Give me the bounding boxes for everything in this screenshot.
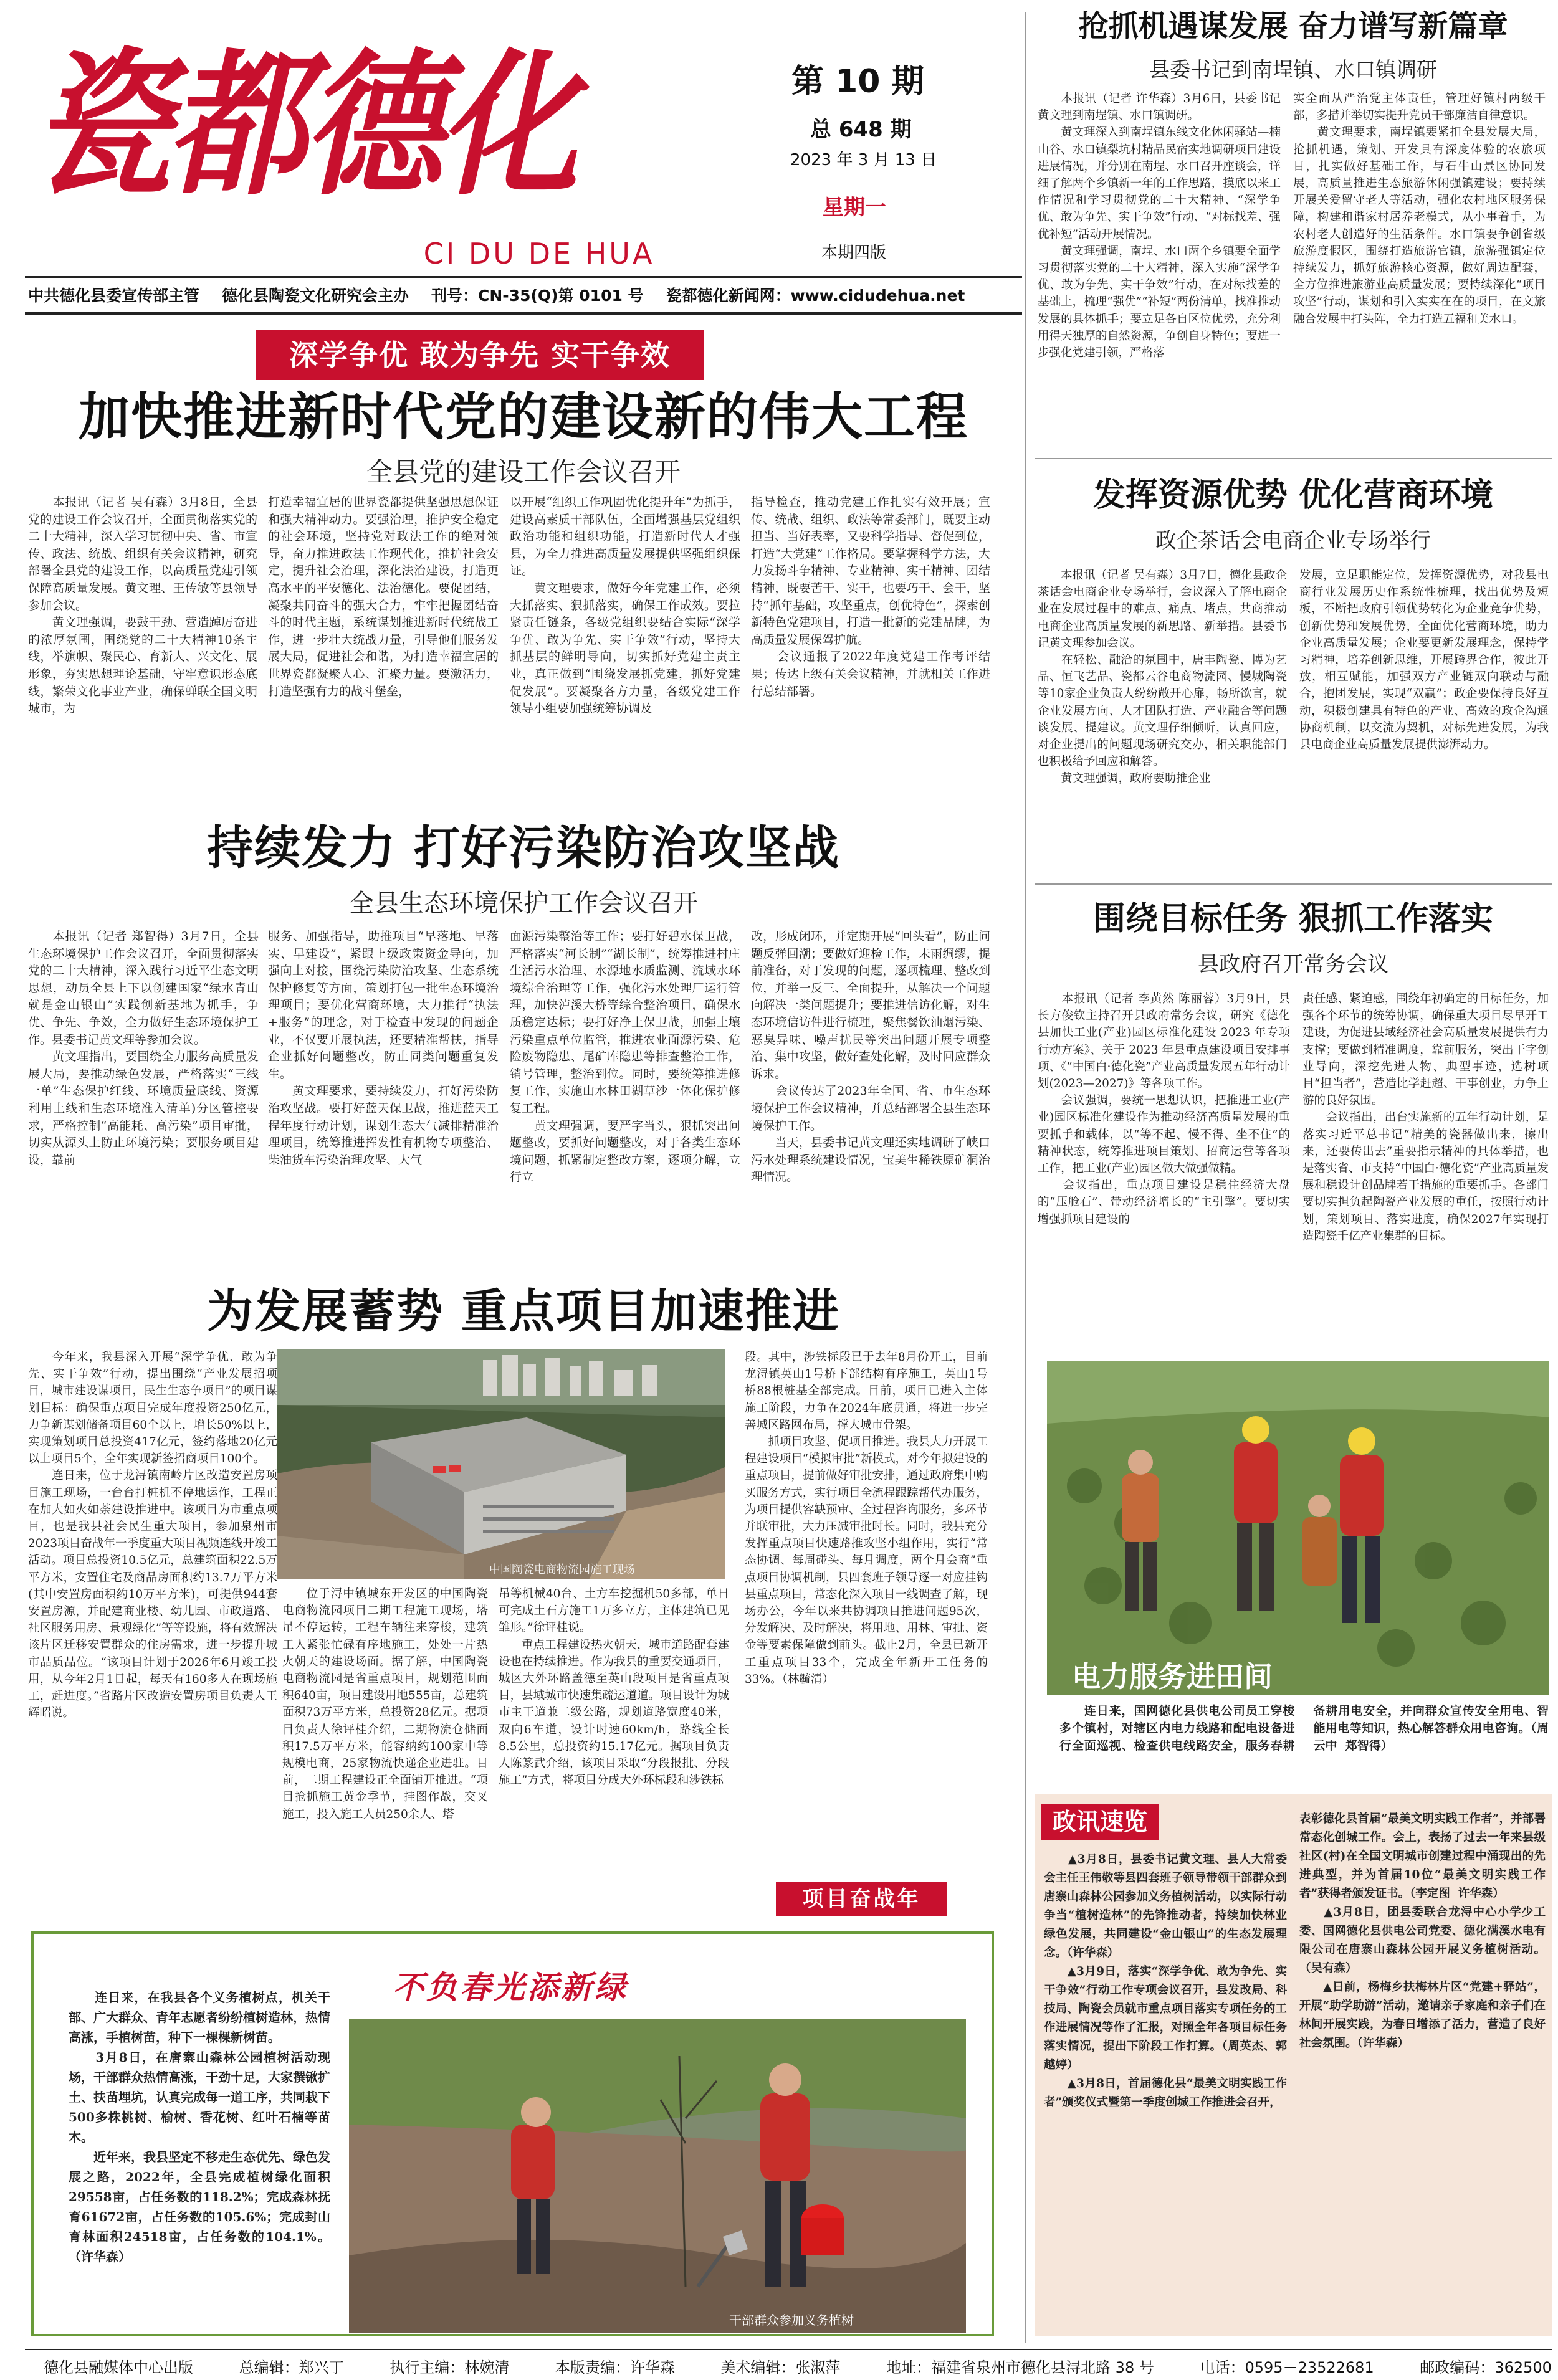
footer-art-editor: 美术编辑：张淑萍 bbox=[720, 2359, 841, 2376]
footer-address: 地址：福建省泉州市德化县浔北路 38 号 bbox=[886, 2359, 1154, 2376]
masthead-rule-bottom bbox=[25, 312, 1022, 315]
pollution-col-4: 改，形成闭环，并定期开展“回头看”，防止问题反弹回潮；要做好迎检工作，未雨绸缪，提前准备，对于发现的问题，逐项梳理、整改到位，并举一反三、全面提升，从解决一个问题向解决一类问题提升；要推进信访化解，对生态环境信访件进行梳理，聚焦餐饮油烟污染、恶臭异味、噪声扰民等突出问题开展专项整治、集中攻坚，做好查处化解，及时回应群众诉求。 会议传达了2023年全国、省、市生态环境保护工作会议精神，并总结部署全县生态环境保护工作。 当天，县委书记黄文理还实地调研了峡口污水处理系统建设情况，宝美生稀铁原矿洞治理情况。 bbox=[751, 930, 990, 1184]
sponsor-1: 中共德化县委宣传部主管 bbox=[28, 287, 200, 305]
biz-subtitle: 政企茶话会电商企业专场举行 bbox=[1155, 528, 1431, 553]
top-right-col-2: 实全面从严治党主体责任，管理好镇村两级干部，多措并举切实提升党员干部廉洁自律意识。 黄文理要求，南埕镇要紧扣全县发展大局，抢抓机遇，策划、开发具有深度体验的农旅项目，扎实做好基础工作，与石牛山景区协同发展，高质量推进生态旅游休闲强镇建设；要持续开展关爱留守老人等活动，强化农村地区服务保障，构建和谐家村居养老模式，从小事着手，为农村老人创造好的生活条件。水口镇要争创省级旅游度假区，围绕打造旅游官镇，旅游强镇定位持续发力，抓好旅游核心资源，做好周边配套，全方位推进旅游业高质量发展；要持续深化“项目攻坚”行动，谋划和引入实实在在的项目，在文旅融合发展中打头阵，全力打造五福和美水口。 bbox=[1293, 92, 1546, 326]
lead-col-4: 指导检查，推动党建工作扎实有效开展；宣传、统战、组织、政法等常委部门，既要主动担当、当好表率，又要科学指导、督促到位，打造“大党建”工作格局。要掌握科学方法，大力发扬斗争精神、专业精神、实干精神、团结精神，既要苦干、实干，也要巧干、会干，坚持“抓年基础，攻坚重点，创优特色”，探索创新特色党建项目，打造一批新的党建品牌，为高质量发展保驾护航。 会议通报了2022年度党建工作考评结果；传达上级有关会议精神，并就相关工作进行总结部署。 bbox=[751, 495, 990, 698]
power-text: 连日来，国网德化县供电公司员工穿梭多个镇村，对辖区内电力线路和配电设备进行全面巡视、检查供电线路安全，服务春耕备耕用电安全，并向群众宣传安全用电、智能用电等知识，热心解答群众用电咨询。（周云中 郑智得） bbox=[1059, 1704, 1549, 1753]
tree-planting-image bbox=[349, 2019, 966, 2333]
projects-photo-caption: 中国陶瓷电商物流园施工现场 bbox=[489, 1563, 635, 1576]
banner-text: 深学争优 敢为争先 实干争效 bbox=[289, 338, 671, 372]
biz-title: 发挥资源优势 优化营商环境 bbox=[1092, 477, 1494, 514]
construction-site-image bbox=[277, 1349, 725, 1579]
projects-col-3: 吊等机械40台、土方车挖掘机50多部，单日可完成土石方施工1万多立方，主体建筑已见雏形。”徐评桂说。 重点工程建设热火朝天，城市道路配套建设也在持续推进。作为我县的重要交通项目，城区大外环路盖德至英山段项目是省重点项目，县域城市快速集疏运道道。项目设计为城市主干道兼二级公路，规划道路宽度40米，双向6车道，设计时速60km/h，路线全长8.5公里，总投资约15.17亿元。据项目负责人陈篆武介绍，该项目采取“分段报批、分段施工”方式，将项目分成大外环标段和涉铁标 bbox=[499, 1587, 729, 1787]
news-title: 政讯速览 bbox=[1052, 1808, 1147, 1835]
spring-title: 不负春光添新绿 bbox=[393, 1969, 628, 2006]
projects-col-4: 段。其中，涉铁标段已于去年8月份开工，目前龙浔镇英山1号桥下部结构有序施工，英山1号桥88根桩基全部完成。目前，项目已进入主体施工阶段，力争在2024年底贯通，将进一步完善城区路网布局，撑大城市骨架。 抓项目攻坚、促项目推进。我县大力开展工程建设项目“模拟审批”新模式，对今年拟建设的重点项目，提前做好审批安排，通过政府集中购买服务方式，实行项目全流程跟踪帮代办服务，为项目提供容缺预审、全过程咨询服务，多环节并联审批，大力压减审批时长。同时，我县充分发挥重点项目快速路推攻坚小组作用，实行“常态协调、每周碰头、每月调度，两个月会商”重点项目协调机制，县四套班子领导逐一对应挂钩县重点项目，常态化深入项目一线调查了解，现场办公，今年以来共协调项目推进问题95次，分发解决、及时解决，将用地、用林、审批、资金等要素保障做到前头。截止2月，全县已新开工重点项目33个，完成全年新开工任务的33%。（林毓清） bbox=[745, 1351, 988, 1686]
lead-title: 加快推进新时代党的建设新的伟大工程 bbox=[78, 388, 968, 447]
total-issue: 总 648 期 bbox=[810, 117, 912, 142]
page-count: 本期四版 bbox=[821, 244, 887, 262]
footer-postcode: 邮政编码：362500 bbox=[1420, 2359, 1552, 2376]
top-right-title: 抢抓机遇谋发展 奋力谱写新篇章 bbox=[1078, 9, 1508, 44]
power-photo bbox=[1047, 1361, 1549, 1695]
masthead-rule-top bbox=[25, 276, 1022, 278]
field-power-service-image bbox=[1047, 1361, 1549, 1695]
website[interactable]: 瓷都德化新闻网：www.cidudehua.net bbox=[666, 287, 965, 305]
pollution-subtitle: 全县生态环境保护工作会议召开 bbox=[349, 889, 698, 918]
rule-biz bbox=[1035, 458, 1552, 459]
footer-exec-editor: 执行主编：林婉清 bbox=[390, 2359, 510, 2376]
footer-publisher: 德化县融媒体中心出版 bbox=[44, 2359, 193, 2376]
pollution-col-1: 本报讯（记者 郑智得）3月7日，全县生态环境保护工作会议召开，全面贯彻落实党的二十大精神，深入践行习近平生态文明思想，动员全县上下以创建国家“绿水青山就是金山银山”实践创新基地为抓手，争优、争先、争效，全力做好生态环境保护工作。县委书记黄文理等参加会议。 黄文理指出，要围绕全力服务高质量发展大局，要推动绿色发展，严格落实“三线一单”生态保护红线、环境质量底线、资源利用上线和生态环境准入清单)分区管控要求，严格控制“高能耗、高污染”项目审批，切实从源头上防止环境污染；要服务项目建设，靠前 bbox=[28, 930, 259, 1167]
projects-col-1: 今年来，我县深入开展“深学争优、敢为争先、实干争效”行动，提出围绕“产业发展招项目，城市建设谋项目，民生生态争项目”的项目谋划目标：确保重点项目完成年度投资250亿元，力争新谋划储备项目60个以上，增长50%以上，实现策划项目总投资417亿元，签约落地20亿元以上项目5个，全年实现新签招商项目100个。 连日来，位于龙浔镇南岭片区改造安置房项目施工现场，一台台打桩机不停地运作，工程正在加大如火如荼建设推进中。该项目为市重点项目，也是我县社会民生重大项目，参加泉州市2023项目奋战年一季度重大项目视频连线开竣工活动。项目总投资10.5亿元，总建筑面积22.5万平方米，安置住宅及商品房面积约13.7万平方米(其中安置房面积约10万平方米)，可提供944套安置房源，并配建商业楼、幼儿园、市政道路、社区服务用房、景观绿化”等等设施，将有效解决该片区迁移安置群众的住房需求，进一步提升城市品质品位。“该项目计划于2026年6月竣工投用，从今年2月1日起，每天有160多人在现场施工，赶进度。”省路片区改造安置房项目负责人王辉昭说。 bbox=[28, 1351, 277, 1720]
footer-bar bbox=[44, 2355, 1552, 2376]
footer-chief-editor: 总编辑：郑兴丁 bbox=[239, 2359, 344, 2376]
logo-pinyin: CI DU DE HUA bbox=[423, 237, 655, 270]
footer-page-editor: 本版责编：许华森 bbox=[555, 2359, 675, 2376]
gov-col-1: 本报讯（记者 李黄然 陈丽蓉）3月9日，县长方俊钦主持召开县政府常务会议，研究《德化县加快工业(产业)园区标准化建设 2023 年专项行动方案》、关于 2023 年县重点建设项目安排事项、《“中国白·德化瓷”产业高质量发展五年行动计划(2023—2027)》等各项工作。 会议强调，要统一思想认识，把推进工业(产业)园区标准化建设作为推动经济高质量发展的重要抓手和载体，以“等不起、慢不得、坐不住”的精神状态，统筹推进项目策划、招商运营等各项工作，把工业(产业)园区做大做强做精。 会议指出，重点项目建设是稳住经济大盘的“压舱石”、带动经济增长的“主引擎”。要切实增强抓项目建设的 bbox=[1038, 992, 1290, 1226]
sponsor-2: 德化县陶瓷文化研究会主办 bbox=[222, 287, 409, 305]
projects-title: 为发展蓄势 重点项目加速推进 bbox=[207, 1285, 840, 1338]
right-divider bbox=[1025, 12, 1026, 2343]
spring-text: 连日来，在我县各个义务植树点，机关干部、广大群众、青年志愿者纷纷植树造林，热情高涨，手植树苗，种下一棵棵新树苗。 3月8日，在唐寨山森林公园植树活动现场，干部群众热情高涨，干劲十足，大家撰锹扩土、扶苗埋坑，认真完成每一道工序，共同栽下500多株桃树、榆树、香花树、红叶石楠等苗木。 近年来，我县坚定不移走生态优先、绿色发展之路，2022年，全县完成植树绿化面积29558亩，占任务数的118.2%；完成森林抚育61672亩，占任务数的105.6%；完成封山育林面积24518亩，占任务数的104.1%。（许华森） bbox=[69, 1990, 330, 2264]
lead-col-3: 以开展“组织工作巩固优化提升年”为抓手，建设高素质干部队伍，全面增强基层党组织政治功能和组织功能，打造新时代人才强县，为全力推进高质量发展提供坚强组织保证。 黄文理要求，做好今年党建工作，必须大抓落实、狠抓落实，确保工作成效。要拉紧责任链条，各级党组织要结合实际“深学争优、敢为争先、实干争效”行动，坚持大抓基层的鲜明导向，切实抓好党建主责主业，真正做到“围绕发展抓党建，抓好党建促发展”。要凝聚各方力量，各级党建工作领导小组要加强统筹协调及 bbox=[510, 495, 740, 716]
top-right-subtitle: 县委书记到南埕镇、水口镇调研 bbox=[1149, 57, 1437, 82]
news-col-2: 表彰德化县首届“最美文明实践工作者”，并部署常态化创城工作。会上，表扬了过去一年来县级社区(村)在全国文明城市创建过程中涌现出的先进典型，并为首届10位“最美文明实践工作者”获得者颁发证书。（李定图 许华森） ▲3月8日，团县委联合龙浔中心小学少工委、国网德化县供电公司党委、德化满溪水电有限公司在唐寨山森林公园开展义务植树活动。（吴有森） ▲日前，杨梅乡扶梅林片区“党建+驿站”，开展“助学助游”活动，邀请亲子家庭和亲子们在林间开展实践，为春日增添了活力，营造了良好社会氛围。（许华森） bbox=[1299, 1812, 1546, 2050]
lead-col-1: 本报讯（记者 吴有森）3月8日，全县党的建设工作会议召开，全面贯彻落实党的二十大精神，深入学习贯彻中央、省、市宣传、政法、统战、组织有关会议精神，研究部署全县党的建设工作，以高质量党建引领保障高质量发展。黄文理、王传敏等县领导参加会议。 黄文理强调，要鼓干劲、营造踔厉奋进的浓厚氛围，围绕党的二十大精神10条主线，举旗帜、聚民心、育新人、兴文化、展形象，夯实思想理论基础，守牢意识形态底线，繁荣文化事业产业，确保蝉联全国文明城市，为 bbox=[28, 495, 257, 716]
footer-rule bbox=[25, 2349, 1552, 2350]
rule-gov bbox=[1035, 883, 1552, 885]
power-title: 电力服务进田间 bbox=[1072, 1660, 1273, 1693]
weekday: 星期一 bbox=[823, 195, 886, 220]
news-col-1: ▲3月8日，县委书记黄文理、县人大常委会主任王伟敬等县四套班子领导带领干部群众到唐寨山森林公园参加义务植树活动，以实际行动争当“植树造林”的先锋推动者，持续加快林业绿色发展，共同建设“金山银山”的生态发展理念。（许华森） ▲3月9日，落实“深学争优、敢为争先、实干争效”行动工作专项会议召开，县发改局、科技局、陶瓷会员就市重点项目落实专项任务的工作进展情况等作了汇报，对照全年各项目标任务落实情况，提出下阶段工作打算。（周英杰、郭越婷） ▲3月8日，首届德化县“最美文明实践工作者”颁奖仪式暨第一季度创城工作推进会召开， bbox=[1044, 1853, 1287, 2109]
issue-number: 第 10 期 bbox=[791, 63, 924, 100]
pollution-title: 持续发力 打好污染防治攻坚战 bbox=[207, 821, 840, 875]
gov-col-2: 责任感、紧迫感，围绕年初确定的目标任务，加强各个环节的统筹协调，确保重大项目尽早开工建设，为促进县域经济社会高质量发展提供有力支撑；要做到精准调度，靠前服务，突出干字创业导向，深挖先进人物、典型事迹，选树项目“担当者”，营造比学赶超、干事创业，力争上游的良好氛围。 会议指出，出台实施新的五年行动计划，是落实习近平总书记“精美的瓷器做出来，擦出来，还要传出去”重要指示精神的具体举措，也是落实省、市支持“中国白·德化瓷”产业高质量发展和稳设计创品牌若干措施的重要抓手。各部门要切实担负起陶瓷产业发展的重任，按照行动计划，策划项目、落实进度，确保2027年实现打造陶瓷千亿产业集群的目标。 bbox=[1302, 992, 1549, 1243]
lead-subtitle: 全县党的建设工作会议召开 bbox=[366, 457, 681, 487]
masthead-info-bar bbox=[28, 283, 1022, 306]
masthead-logo bbox=[31, 31, 767, 218]
gov-subtitle: 县政府召开常务会议 bbox=[1198, 952, 1388, 977]
gov-title: 围绕目标任务 狠抓工作落实 bbox=[1092, 900, 1494, 938]
issue-date: 2023 年 3 月 13 日 bbox=[790, 151, 937, 169]
logo-text: 瓷都德化 bbox=[31, 33, 575, 216]
biz-col-1: 本报讯（记者 吴有森）3月7日，德化县政企茶话会电商企业专场举行，会议深入了解电商企业在发展过程中的难点、痛点、堵点，共商推动电商企业高质量发展的新思路、新举措。县委书记黄文理参加会议。 在轻松、融洽的氛围中，唐丰陶瓷、博为艺品、恒飞艺品、瓷都云谷电商物流园、慢城陶瓷等10家企业负责人纷纷敞开心扉，畅所欲言，就企业发展方向、人才团队打造、产业融合等问题谈发展、提建议。黄文理仔细倾听，认真回应，对企业提出的问题现场研究交办，相关职能部门也积极给予回应和解答。 黄文理强调，政府要助推企业 bbox=[1038, 569, 1287, 786]
footer-phone: 电话：0595－23522681 bbox=[1200, 2359, 1374, 2376]
projects-col-2: 位于浔中镇城东开发区的中国陶瓷电商物流园项目二期工程施工现场，塔吊不停运转，工程车辆往来穿梭，建筑工人紧张忙碌有序地施工，处处一片热火朝天的建设场面。据了解，中国陶瓷电商物流园是省重点项目，规划范围面积640亩，项目建设用地555亩，总建筑面积73万平方米，总投资28亿元。据项目负责人徐评桂介绍，二期物流仓储面积17.5万平方米，能容纳约100家中等规模电商，25家物流快递企业进驻。目前，二期工程建设正全面铺开推进。“项目抢抓施工黄金季节，挂图作战，交叉施工，投入施工人员250余人、塔 bbox=[282, 1587, 488, 1821]
banner bbox=[256, 330, 704, 380]
badge-text: 项目奋战年 bbox=[802, 1887, 921, 1911]
pollution-col-2: 服务、加强指导，助推项目“早落地、早落实、早建设”，紧跟上级政策资金导向，加强向上对接，围绕污染防治攻坚、生态系统保护修复等方面，策划打包一批生态环境治理项目；要优化营商环境，大力推行“执法+服务”的理念，对于检查中发现的问题企业，不仅要开展执法，还要精准帮扶，指导企业抓好问题整改，防止同类问题重复发生。 黄文理要求，要持续发力，打好污染防治攻坚战。要打好蓝天保卫战，推进蓝天工程年度行动计划，谋划生态大气减排精准治理项目，统筹推进挥发性有机物专项整治、柴油货车污染治理攻坚、大气 bbox=[268, 930, 499, 1167]
project-year-badge bbox=[776, 1882, 947, 1916]
issn: 刊号：CN-35(Q)第 0101 号 bbox=[431, 287, 644, 305]
top-right-col-1: 本报讯（记者 许华森）3月6日，县委书记黄文理到南埕镇、水口镇调研。 黄文理深入到南埕镇东线文化休闲驿站—楠山谷、水口镇梨坑村精品民宿实地调研项目建设进展情况，并分别在南埕、水口召开座谈会，详细了解两个乡镇新一年的工作思路，摸底以来工作情况和学习贯彻党的二十大精神、“深学争优、敢为争先、实干争效”行动、“对标找差、强优补短”活动开展情况。 黄文理强调，南埕、水口两个乡镇要全面学习贯彻落实党的二十大精神，深入实施“深学争优、敢为争先、实干争效”行动，在对标找差的基础上，梳理“强优”“补短”两份清单，找准推动发展的具体抓手；要立足各自区位优势，充分利用得天独厚的自然资源，争创自身特色；要进一步强化党建引领，严格落 bbox=[1038, 92, 1281, 360]
spring-photo-caption: 干部群众参加义务植树 bbox=[729, 2313, 854, 2328]
news-title-tag bbox=[1041, 1804, 1159, 1840]
projects-photo bbox=[277, 1349, 725, 1579]
lead-col-2: 打造幸福宜居的世界瓷都提供坚强思想保证和强大精神动力。要强治理，推护安全稳定的社会环境，坚持党对政法工作的绝对领导，奋力推进政法工作现代化，推护社会安定，提升社会治理，深化法治建设，打造更高水平的平安德化、法治德化。要促团结，凝聚共同奋斗的强大合力，牢牢把握团结奋斗的时代主题，系统谋划推进新时代统战工作，进一步壮大统战力量，引导他们服务发展大局，促进社会和谐，为打造幸福宜居的世界瓷都凝聚人心、汇聚力量。要激活力，打造坚强有力的战斗堡垒， bbox=[268, 495, 499, 698]
biz-col-2: 发展，立足职能定位，发挥资源优势，对我县电商行业发展历史作系统性梳理，找出优势及短板，不断把政府引领优势转化为企业竞争优势，创新优势和发展优势，全面优化营商环境，助力企业高质量发展；企业要更新发展理念，保持学习精神，培养创新思维，开展跨界合作，彼此开放，相互赋能，加强双方产业链双向联动与融合，抱团发展，实现“双赢”；政企要保持良好互动，积极创建具有特色的产业、高效的政企沟通协商机制，以交流为契机，对标先进发展，为我县电商企业高质量发展提供澎湃动力。 bbox=[1299, 569, 1549, 752]
spring-photo bbox=[349, 2019, 966, 2333]
pollution-col-3: 面源污染整治等工作；要打好碧水保卫战，严格落实“河长制”“湖长制”，统筹推进村庄生活污水治理、水源地水质监测、流域水环境综合治理等工作，强化污水处理厂运行管理，加快泸溪大桥等综合整治项目，确保水质稳定达标；要打好净土保卫战，加强土壤污染重点单位监管，推进农业面源污染、危险废物隐患、尾矿库隐患等排查整治工作，销号管理，整治到位。同时，要统筹推进修复工作，实施山水林田湖草沙一体化保护修复工程。 黄文理强调，要严字当头，狠抓突出问题整改，要抓好问题整改，对于各类生态环境问题，抓紧制定整改方案，逐项分解，立行立 bbox=[510, 930, 740, 1184]
